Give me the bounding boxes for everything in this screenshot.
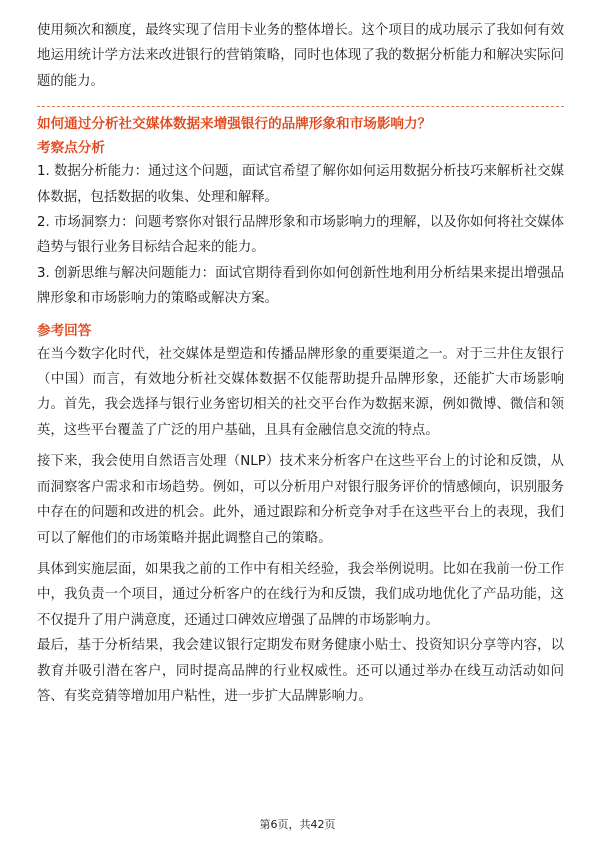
answer-paragraph: 接下来，我会使用自然语言处理（NLP）技术来分析客户在这些平台上的讨论和反馈，从而洞察客户需求和市场趋势。例如，可以分析用户对银行服务评价的情感倾向，识别服务中存在的问题和改进的机会。此外，通过跟踪和分析竞争对手在这些平台上的表现，我们可以了解他们的市场策略并据此调整自己的策略。 bbox=[37, 454, 564, 546]
page-number-footer: 第6页，共42页 bbox=[259, 818, 336, 831]
answer-title: 参考回答 bbox=[37, 322, 92, 339]
analysis-item: 1. 数据分析能力：通过这个问题，面试官希望了解你如何运用数据分析技巧来解析社交媒体数据，包括数据的收集、处理和解释。 bbox=[37, 164, 564, 205]
analysis-item: 2. 市场洞察力：问题考察你对银行品牌形象和市场影响力的理解，以及你如何将社交媒体趋势与银行业务目标结合起来的能力。 bbox=[37, 215, 564, 256]
analysis-item: 3. 创新思维与解决问题能力：面试官期待看到你如何创新性地利用分析结果来提出增强品牌形象和市场影响力的策略或解决方案。 bbox=[37, 265, 564, 307]
intro-paragraph: 使用频次和额度，最终实现了信用卡业务的整体增长。这个项目的成功展示了我如何有效地运用统计学方法来改进银行的营销策略，同时也体现了我的数据分析能力和解决实际问题的能力。 bbox=[37, 23, 564, 89]
document-page bbox=[37, 18, 564, 709]
analysis-title: 考察点分析 bbox=[37, 140, 105, 157]
question-heading: 如何通过分析社交媒体数据来增强银行的品牌形象和市场影响力？ bbox=[37, 116, 432, 133]
question-divider bbox=[37, 106, 564, 107]
answer-paragraph: 在当今数字化时代，社交媒体是塑造和传播品牌形象的重要渠道之一。对于三井住友银行（中国）而言，有效地分析社交媒体数据不仅能帮助提升品牌形象，还能扩大市场影响力。首先，我会选择与银行业务密切相关的社交平台作为数据来源，例如微博、微信和领英，这些平台覆盖了广泛的用户基础，且具有金融信息交流的特点。 bbox=[37, 346, 564, 438]
answer-paragraph: 具体到实施层面，如果我之前的工作中有相关经验，我会举例说明。比如在我前一份工作中，我负责一个项目，通过分析客户的在线行为和反馈，我们成功地优化了产品功能，这不仅提升了用户满意度，还通过口碑效应增强了品牌的市场影响力。 bbox=[37, 561, 564, 628]
answer-paragraph: 最后，基于分析结果，我会建议银行定期发布财务健康小贴士、投资知识分享等内容，以教育并吸引潜在客户，同时提高品牌的行业权威性。还可以通过举办在线互动活动如问答、有奖竞猜等增加用户粘性，进一步扩大品牌影响力。 bbox=[37, 638, 564, 704]
